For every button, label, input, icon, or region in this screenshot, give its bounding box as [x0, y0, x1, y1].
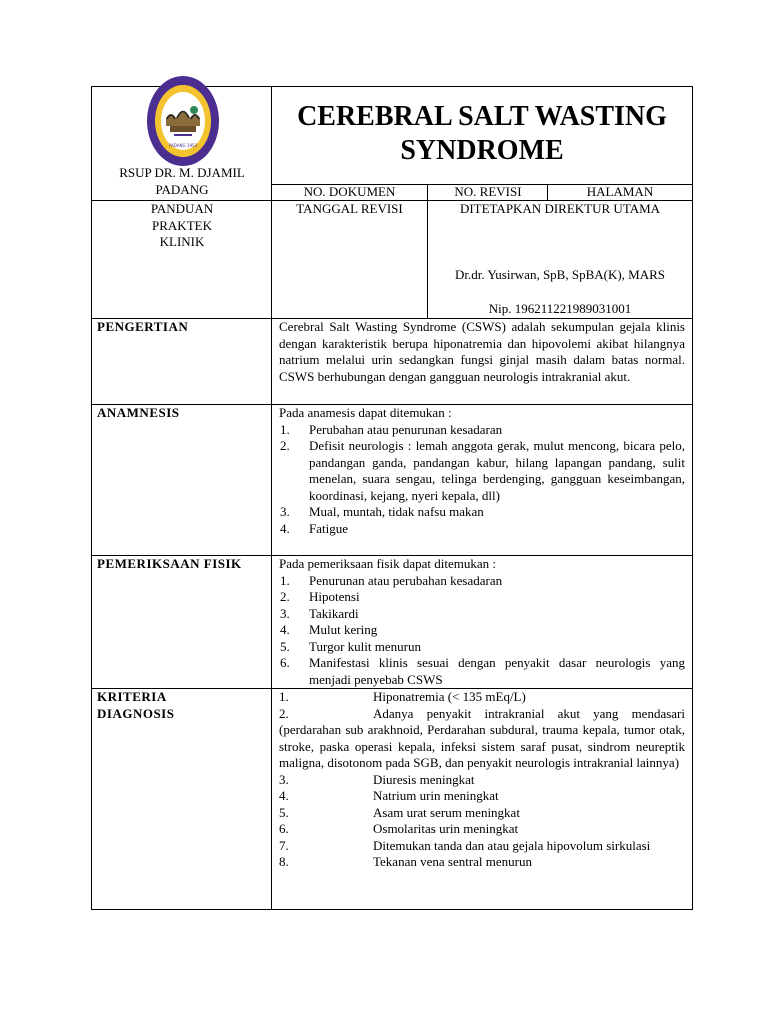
kriteria-list [279, 689, 685, 871]
list-item: 3. Diuresis meningkat [279, 771, 475, 787]
institution-name: RSUP DR. M. DJAMIL PADANG [119, 165, 245, 197]
table-border-right [692, 86, 693, 910]
list-item: 4. Natrium urin meningkat [279, 788, 499, 803]
hospital-logo [146, 67, 224, 168]
list-item: 3. Takikardi [280, 605, 359, 621]
section-label-pemeriksaan: PEMERIKSAAN FISIK [97, 556, 242, 571]
logo-text: RS. DR. M. DJAMIL [146, 67, 224, 76]
list-item: 1. Hiponatremia (< 135 mEq/L) [279, 689, 526, 704]
signer-nip: Nip. 196211221989031001 [488, 301, 632, 316]
pengertian-text: Cerebral Salt Wasting Syndrome (CSWS) adalah sekumpulan gejala klinis dengan karakteristik berupa hiponatremia dan hipovolemi akibat hilangnya natrium melalui urin sedangkan fungsi ginjal masih dalam batas normal. CSWS berhubungan dengan gangguan neurologis intrakranial akut. [279, 319, 685, 384]
col-no-dokumen: NO. DOKUMEN [303, 184, 396, 199]
signer-name: Dr.dr. Yusirwan, SpB, SpBA(K), MARS [454, 267, 666, 282]
list-item: 6. Manifestasi klinis sesuai dengan penyakit dasar neurologis yang menjadi penyebab CSWS [280, 655, 685, 687]
logo-city: PADANG 1953 [168, 143, 198, 148]
section-label-anamnesis: ANAMNESIS [97, 405, 180, 420]
list-item: 4. Fatigue [280, 520, 348, 536]
col-halaman: HALAMAN [586, 184, 654, 199]
tanggal-revisi: TANGGAL REVISI [296, 201, 403, 216]
list-item: 8. Tekanan vena sentral menurun [279, 854, 532, 869]
list-item: 5. Turgor kulit menurun [280, 638, 421, 654]
list-item: 4. Mulut kering [280, 622, 378, 637]
doc-type: PANDUAN PRAKTEK KLINIK [150, 201, 214, 249]
list-item: 1. Perubahan atau penurunan kesadaran [280, 421, 503, 437]
list-item: 5. Asam urat serum meningkat [279, 804, 520, 820]
document-title: CEREBRAL SALT WASTING SYNDROME [297, 101, 667, 166]
pemeriksaan-list [279, 573, 685, 689]
anamnesis-intro: Pada anamesis dapat ditemukan : [279, 405, 452, 420]
section-label-kriteria: KRITERIA DIAGNOSIS [97, 689, 175, 721]
table-border-bottom [91, 909, 693, 910]
table-border-left [91, 86, 92, 910]
section-label-pengertian: PENGERTIAN [97, 319, 189, 334]
list-item: 2. Defisit neurologis : lemah anggota gerak, mulut mencong, bicara pelo, pandangan ganda, pandangan kabur, hilang lapangan pandang, sulit menelan, suara sengau, telinga berdenging, gangguan keseimbangan, koordinasi, kejang, nyeri kepala, dll) [280, 438, 685, 503]
list-item: 1. Penurunan atau perubahan kesadaran [280, 572, 503, 588]
list-item: 6. Osmolaritas urin meningkat [279, 821, 519, 836]
list-item: 2. Hipotensi [280, 589, 360, 604]
ditetapkan-label: DITETAPKAN DIREKTUR UTAMA [459, 201, 661, 216]
anamnesis-list [279, 422, 685, 538]
pemeriksaan-intro: Pada pemeriksaan fisik dapat ditemukan : [279, 556, 496, 571]
list-item: 7. Ditemukan tanda dan atau gejala hipovolum sirkulasi [279, 837, 651, 853]
list-item: 3. Mual, muntah, tidak nafsu makan [280, 504, 484, 519]
col-no-revisi: NO. REVISI [454, 184, 522, 199]
list-item: 2. Adanya penyakit intrakranial akut yang mendasari (perdarahan sub arakhnoid, Perdarahan subdural, trauma kepala, tumor otak, stroke, paska operasi kepala, infeksi sistem saraf pusat, sindrom neureptik maligna, disotonom pada SGB, dan penyakit neurologis intrakranial lainnya) [279, 705, 685, 770]
